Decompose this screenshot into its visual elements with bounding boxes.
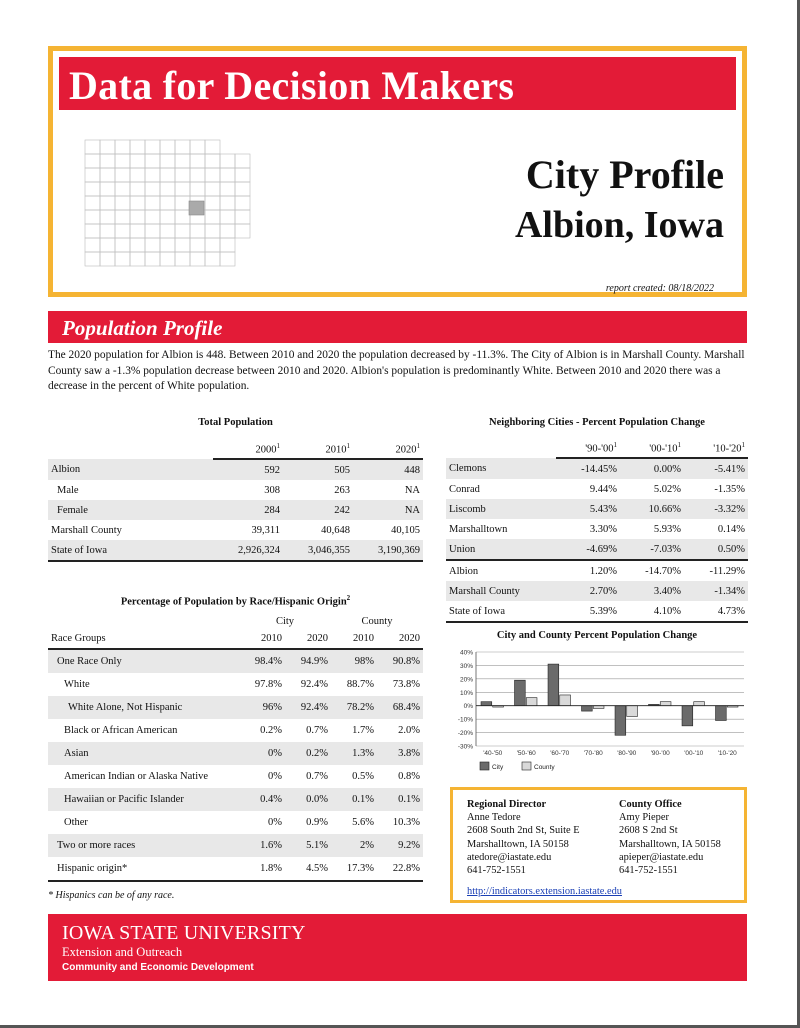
county-cell xyxy=(160,252,175,266)
intro-paragraph: The 2020 population for Albion is 448. Between 2010 and 2020 the population decreased by -11.3%. The City of Albion is in Marshall County. Marshall County saw a -1.3% population decrease between 2010 and 2020. Albion's population is predominantly White. Between 2010 and 2020 there was a decrease in the percent of White population. xyxy=(48,349,745,392)
chart-title: City and County Percent Population Change xyxy=(496,630,698,641)
table-row: White Alone, Not Hispanic 96% 92.4% 78.2% 68.4% xyxy=(48,696,423,719)
county-cell xyxy=(145,140,160,154)
county-cell xyxy=(100,154,115,168)
table-row: State of Iowa 5.39% 4.10% 4.73% xyxy=(446,601,748,622)
section-band xyxy=(48,311,747,343)
county-cell xyxy=(100,140,115,154)
column-header: '$90-'00^1$ xyxy=(556,439,620,458)
county-cell xyxy=(175,168,190,182)
county-cell xyxy=(205,168,220,182)
x-tick-label: '70-'80 xyxy=(583,750,603,757)
legend-swatch-county xyxy=(522,762,531,770)
column-header: Race Groups xyxy=(48,629,239,649)
bar-county xyxy=(627,706,638,717)
table-row: Union -4.69% -7.03% 0.50% xyxy=(446,539,748,560)
regional-director-block: Regional Director Anne Tedore 2608 South 2nd St, Suite E Marshalltown, IA 50158 atedore@iastate.edu 641-752-1551 xyxy=(467,799,580,877)
county-cell xyxy=(160,224,175,238)
county-cell xyxy=(85,140,100,154)
column-header: 2020$^1$ xyxy=(353,440,423,459)
page-title: Data for Decision Makers xyxy=(69,63,515,108)
neighboring-table xyxy=(446,439,748,623)
county-cell xyxy=(130,140,145,154)
county-cell xyxy=(235,196,250,210)
county-cell xyxy=(190,182,205,196)
y-tick-label: 30% xyxy=(459,662,473,670)
county-cell xyxy=(145,224,160,238)
county-cell xyxy=(130,168,145,182)
table-row: Hawaiian or Pacific Islander 0.4% 0.0% 0.1% 0.1% xyxy=(48,788,423,811)
county-cell xyxy=(205,140,220,154)
footer-band xyxy=(48,914,747,981)
county-cell xyxy=(100,168,115,182)
county-cell xyxy=(160,238,175,252)
county-cell xyxy=(190,140,205,154)
county-cell xyxy=(205,252,220,266)
group-county: County xyxy=(361,616,393,627)
profile-type: City Profile xyxy=(525,152,724,197)
county-cell xyxy=(130,154,145,168)
highlighted-county xyxy=(189,201,204,215)
header-box xyxy=(48,46,747,297)
county-cell xyxy=(85,196,100,210)
bar-city xyxy=(481,702,492,706)
bar-city xyxy=(716,706,727,721)
county-cell xyxy=(205,224,220,238)
county-cell xyxy=(145,182,160,196)
county-cell xyxy=(160,140,175,154)
header-band xyxy=(59,57,736,110)
table-row: Hispanic origin* 1.8% 4.5% 17.3% 22.8% xyxy=(48,857,423,881)
county-cell xyxy=(130,252,145,266)
table-row: One Race Only 98.4% 94.9% 98% 90.8% xyxy=(48,649,423,673)
column-header: 2010$^1$ xyxy=(283,440,353,459)
chart-canvas xyxy=(446,644,748,784)
bar-city xyxy=(515,680,526,706)
x-tick-label: '40-'50 xyxy=(483,750,503,757)
county-cell xyxy=(100,210,115,224)
neighboring-title: Neighboring Cities - Percent Population Change xyxy=(489,417,705,428)
county-cell xyxy=(175,238,190,252)
table-row: Female 284 242 NA xyxy=(48,500,423,520)
y-tick-label: -30% xyxy=(457,743,473,751)
county-cell xyxy=(220,210,235,224)
y-tick-label: 40% xyxy=(459,649,473,657)
total-population-table xyxy=(48,440,423,562)
bar-city xyxy=(548,664,559,706)
university-name: IOWA STATE UNIVERSITY xyxy=(62,922,306,944)
county-cell xyxy=(85,238,100,252)
race-table-title: Percentage of Population by Race/Hispanic Origin$^2$ xyxy=(120,594,351,608)
county-cell xyxy=(160,196,175,210)
table-row: Conrad 9.44% 5.02% -1.35% xyxy=(449,483,745,495)
department-name: Community and Economic Development xyxy=(62,962,254,973)
county-cell xyxy=(190,238,205,252)
county-cell xyxy=(175,210,190,224)
county-cell xyxy=(85,252,100,266)
county-cell xyxy=(205,238,220,252)
bar-county xyxy=(694,702,705,706)
legend-swatch-city xyxy=(480,762,489,770)
county-cell xyxy=(175,252,190,266)
column-header: '$10-'20^1$ xyxy=(684,439,748,458)
county-cell xyxy=(235,154,250,168)
county-cell xyxy=(235,182,250,196)
county-cell xyxy=(130,238,145,252)
table-row: Black or African American 0.2% 0.7% 1.7% 2.0% xyxy=(64,725,420,736)
county-cell xyxy=(145,154,160,168)
county-cell xyxy=(115,210,130,224)
table-header-row: Race Groups 2010 2020 2010 2020 xyxy=(48,629,423,649)
county-cell xyxy=(220,168,235,182)
county-office-block: County Office Amy Pieper 2608 S 2nd St Marshalltown, IA 50158 apieper@iastate.edu 641-752-1551 xyxy=(619,799,721,877)
county-cell xyxy=(205,154,220,168)
county-cell xyxy=(175,182,190,196)
total-population-title: Total Population xyxy=(198,417,273,428)
group-city: City xyxy=(275,616,295,627)
county-cell xyxy=(205,210,220,224)
county-cell xyxy=(85,210,100,224)
population-change-chart xyxy=(446,630,748,780)
table-group-header xyxy=(48,614,423,629)
county-cell xyxy=(115,196,130,210)
county-cell xyxy=(145,252,160,266)
county-cell xyxy=(115,252,130,266)
table-header-row xyxy=(48,440,423,459)
county-cell xyxy=(100,252,115,266)
county-cell xyxy=(145,238,160,252)
y-tick-label: 20% xyxy=(459,676,473,684)
county-cell xyxy=(235,224,250,238)
table-row: State of Iowa 2,926,324 3,046,355 3,190,369 xyxy=(48,540,423,561)
x-tick-label: '60-'70 xyxy=(550,750,570,757)
report-created: report created: 08/18/2022 xyxy=(605,283,714,294)
iowa-county-map xyxy=(81,137,261,277)
county-cell xyxy=(220,154,235,168)
unit-name: Extension and Outreach xyxy=(62,945,183,959)
y-tick-label: -20% xyxy=(457,730,473,738)
county-cell xyxy=(160,210,175,224)
county-cell xyxy=(100,182,115,196)
county-cell xyxy=(85,224,100,238)
table-row: Marshall County 39,311 40,648 40,105 xyxy=(51,524,420,536)
county-cell xyxy=(175,196,190,210)
county-cell xyxy=(145,196,160,210)
county-cell xyxy=(205,182,220,196)
county-cell xyxy=(130,182,145,196)
bar-county xyxy=(526,698,537,706)
county-cell xyxy=(145,168,160,182)
county-cell xyxy=(160,154,175,168)
county-cell xyxy=(175,154,190,168)
county-cell xyxy=(190,224,205,238)
county-cell xyxy=(115,168,130,182)
county-cell xyxy=(85,154,100,168)
column-header: '$00-'10^1$ xyxy=(620,439,684,458)
county-cell xyxy=(175,224,190,238)
x-tick-label: '80-'90 xyxy=(617,750,637,757)
y-tick-label: 10% xyxy=(459,689,473,697)
county-cell xyxy=(220,196,235,210)
county-cell xyxy=(220,224,235,238)
county-cell xyxy=(235,168,250,182)
x-tick-label: '00-'10 xyxy=(684,750,704,757)
table-row: Albion 592 505 448 xyxy=(48,459,423,480)
table-row: White 97.8% 92.4% 88.7% 73.8% xyxy=(64,679,420,690)
table-row: Marshalltown 3.30% 5.93% 0.14% xyxy=(449,523,745,535)
y-tick-label: 0% xyxy=(463,703,473,711)
county-cell xyxy=(130,196,145,210)
bar-county xyxy=(560,695,571,706)
county-cell xyxy=(85,182,100,196)
table-row: Male 308 263 NA xyxy=(57,484,420,496)
county-cell xyxy=(235,210,250,224)
legend-label-county: County xyxy=(534,764,555,771)
legend-label-city: City xyxy=(492,764,504,771)
city-name: Albion, Iowa xyxy=(514,204,724,246)
column-header: 2000$^1$ xyxy=(213,440,283,459)
county-cell xyxy=(130,210,145,224)
county-cell xyxy=(160,182,175,196)
table-row: Clemons -14.45% 0.00% -5.41% xyxy=(446,458,748,479)
county-cell xyxy=(85,168,100,182)
y-tick-label: -10% xyxy=(457,716,473,724)
county-cell xyxy=(130,224,145,238)
county-cell xyxy=(145,210,160,224)
x-tick-label: '10-'20 xyxy=(717,750,737,757)
bar-city xyxy=(682,706,693,726)
county-cell xyxy=(220,238,235,252)
county-cell xyxy=(190,154,205,168)
county-cell xyxy=(175,140,190,154)
table-header-row xyxy=(446,439,748,458)
county-cell xyxy=(190,168,205,182)
race-table xyxy=(48,614,423,882)
table-row: Marshall County 2.70% 3.40% -1.34% xyxy=(446,581,748,601)
county-cell xyxy=(220,252,235,266)
race-footnote: * Hispanics can be of any race. xyxy=(48,890,175,901)
county-cell xyxy=(100,196,115,210)
section-title: Population Profile xyxy=(62,316,223,340)
contact-box xyxy=(450,787,747,903)
table-row: Two or more races 1.6% 5.1% 2% 9.2% xyxy=(48,834,423,857)
bar-county xyxy=(660,702,671,706)
x-tick-label: '90-'00 xyxy=(650,750,670,757)
county-cell xyxy=(220,182,235,196)
county-cell xyxy=(115,154,130,168)
county-cell xyxy=(115,238,130,252)
bar-city xyxy=(615,706,626,736)
county-cell xyxy=(115,140,130,154)
table-row: Liscomb 5.43% 10.66% -3.32% xyxy=(446,499,748,519)
table-row: American Indian or Alaska Native 0% 0.7% 0.5% 0.8% xyxy=(64,771,420,782)
table-row: Asian 0% 0.2% 1.3% 3.8% xyxy=(48,742,423,765)
table-row: Other 0% 0.9% 5.6% 10.3% xyxy=(64,817,420,828)
county-cell xyxy=(115,224,130,238)
county-cell xyxy=(205,196,220,210)
county-cell xyxy=(100,224,115,238)
county-cell xyxy=(100,238,115,252)
x-tick-label: '50-'60 xyxy=(516,750,536,757)
county-cell xyxy=(115,182,130,196)
bar-city xyxy=(582,706,593,711)
table-row: Albion 1.20% -14.70% -11.29% xyxy=(446,560,748,581)
indicators-link[interactable]: http://indicators.extension.iastate.edu xyxy=(467,886,622,897)
county-cell xyxy=(190,252,205,266)
county-cell xyxy=(160,168,175,182)
